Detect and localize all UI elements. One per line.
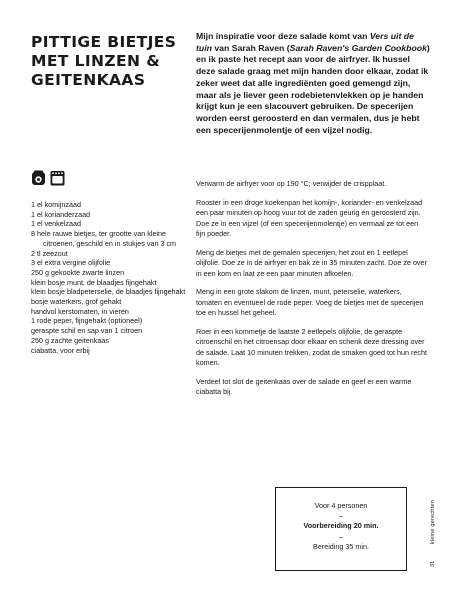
book-title-nl: Vers uit de tuin — [196, 31, 414, 53]
appliance-icons — [31, 170, 65, 186]
ingredient-item: 3 el extra vergine olijfolie — [31, 258, 111, 268]
book-title-en: Sarah Raven's Garden Cookbook — [289, 42, 427, 53]
cook-time: Bereiding 35 min. — [313, 541, 369, 551]
method-step: Rooster in een droge koekenpan het komijn-, koriander- en venkelzaad een paar minuten op hoog vuur tot de zaden geurig en geroosterd zijn. Doe ze in een vijzel (of een specerijenmolentje) en vermaal ze tot een fijn poeder. — [196, 197, 423, 239]
servings-box — [275, 487, 407, 571]
method-step: Roer in een kommetje de laatste 2 eetlepels olijfolie, de geraspte citroenschil en het citroensap door elkaar en schenk deze dressing over de salade. Laat 10 minuten trekken, zodat de smaken goed tot hun recht komen. — [196, 327, 427, 368]
prep-time: Voorbereiding 20 min. — [303, 521, 379, 531]
ingredient-item: 1 el korianderzaad — [31, 209, 91, 219]
method-step: Meng in een grote slakom de linzen, munt, peterselie, waterkers, tomaten en eventueel de rode peper. Voeg de bietjes met de specerijen toe en hussel het geheel. — [196, 287, 424, 318]
ingredient-item: ciabatta, voor erbij — [31, 345, 90, 355]
ingredient-list — [31, 200, 191, 355]
ingredient-item: 1 el komijnzaad — [31, 200, 81, 209]
method-step: Verwarm de airfryer voor op 190 °C; verwijder de crispplaat. — [196, 179, 387, 188]
ingredient-item: 250 g zachte geitenkaas — [31, 335, 109, 345]
ingredient-item: geraspte schil en sap van 1 citroen — [31, 326, 143, 336]
page-number: 31 — [430, 560, 436, 567]
recipe-intro: Mijn inspiratie voor deze salade komt van Vers uit de tuin van Sarah Raven (Sarah Raven's Garden Cookbook) en ik paste het recept aan voor de airfryer. Ik hussel deze salade graag met mijn handen door elkaar, zodat ik zeker weet dat alle ingrediënten goed gemengd zijn, maar als je liever geen rodebietenvlekken op je handen krijgt kun je een slacouvert gebruiken. De specerijen worden eerst geroosterd en dan vermalen, dus je hebt een specerijenmolentje of een vijzel nodig. — [196, 31, 430, 135]
method-step: Meng de bietjes met de gemalen specerijen, het zout en 1 eetlepel olijfolie. Doe ze in de airfryer en bak ze in 35 minuten zacht. Doe ze over in een kom en laat ze een paar minuten afkoelen. — [196, 247, 427, 278]
ingredient-item: 1 el venkelzaad — [31, 219, 81, 229]
ingredient-item: 1 rode peper, fijngehakt (optioneel) — [31, 316, 143, 326]
airfryer-icon — [31, 170, 46, 186]
chapter-label: kleine gerechten — [430, 500, 436, 545]
oven-icon — [50, 170, 65, 186]
divider-dash: – — [339, 511, 343, 521]
ingredient-item: klein bosje bladpeterselie, de blaadjes fijngehakt — [31, 287, 186, 297]
ingredient-item: handvol kerstomaten, in vieren — [31, 306, 129, 316]
ingredient-item: 8 hele rauwe bietjes, ter grootte van kleine citroenen, geschild en in stukjes van 3 cm — [31, 229, 177, 248]
recipe-title: PITTIGE BIETJES MET LINZEN & GEITENKAAS — [31, 33, 177, 89]
divider-dash: – — [339, 531, 343, 541]
servings-count: Voor 4 personen — [314, 501, 368, 510]
ingredient-item: klein bosje munt, de blaadjes fijngehakt — [31, 277, 157, 287]
ingredient-item: 2 tl zeezout — [31, 248, 68, 258]
method-steps — [196, 179, 428, 406]
ingredient-item: 250 g gekookte zwarte linzen — [31, 267, 125, 277]
method-step: Verdeel tot slot de geitenkaas over de salade en geef er een warme ciabatta bij. — [196, 377, 412, 397]
ingredient-item: bosje waterkers, grof gehakt — [31, 297, 122, 307]
